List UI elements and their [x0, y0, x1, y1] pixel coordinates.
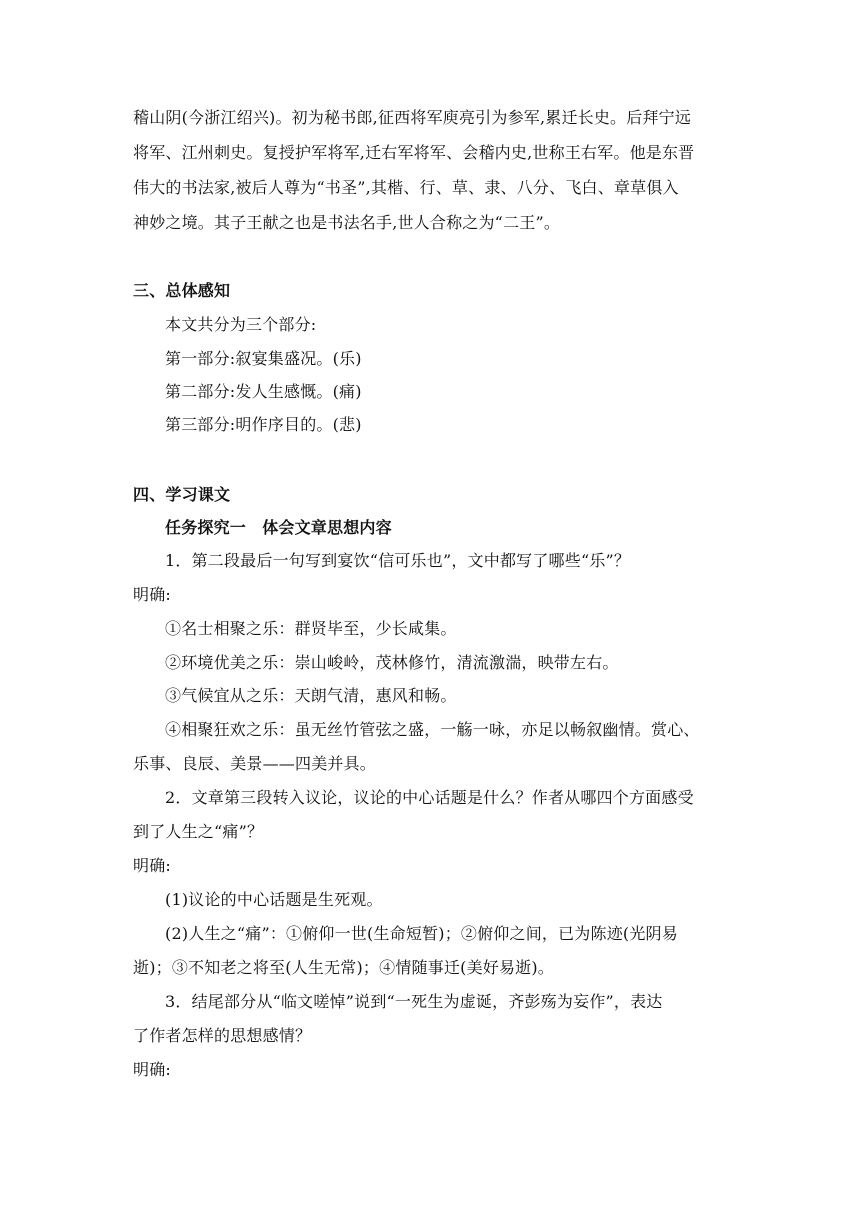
intro-line-1: 稽山阴(今浙江绍兴)。初为秘书郎,征西将军庾亮引为参军,累迁长史。后拜宁远 — [133, 108, 692, 127]
intro-line-3: 伟大的书法家,被后人尊为“书圣”,其楷、行、草、隶、八分、飞白、章草俱入 — [133, 178, 679, 197]
answer-2-item-2-cont: 逝)；③不知老之将至(人生无常)；④情随事迁(美好易逝)。 — [133, 958, 555, 977]
section-3-line-2: 第一部分:叙宴集盛况。(乐) — [165, 349, 362, 368]
answer-label-2: 明确: — [133, 856, 171, 875]
answer-1-item-4-cont: 乐事、良辰、美景——四美并具。 — [133, 754, 377, 773]
section-3-line-4: 第三部分:明作序目的。(悲) — [165, 415, 362, 434]
answer-1-item-1: ①名士相聚之乐：群贤毕至，少长咸集。 — [165, 619, 457, 638]
answer-1-item-3: ③气候宜从之乐：天朗气清，惠风和畅。 — [165, 686, 457, 705]
section-4-heading: 四、学习课文 — [133, 485, 231, 504]
intro-line-2: 将军、江州刺史。复授护军将军,迁右军将军、会稽内史,世称王右军。他是东晋 — [133, 143, 695, 162]
answer-1-item-2: ②环境优美之乐：崇山峻岭，茂林修竹，清流激湍，映带左右。 — [165, 653, 619, 672]
answer-label-3: 明确: — [133, 1060, 171, 1079]
section-3-line-1: 本文共分为三个部分: — [165, 315, 317, 334]
answer-2-item-1: (1)议论的中心话题是生死观。 — [165, 890, 383, 909]
question-1: 1．第二段最后一句写到宴饮“信可乐也”，文中都写了哪些“乐”？ — [165, 551, 631, 570]
intro-line-4: 神妙之境。其子王献之也是书法名手,世人合称之为“二王”。 — [133, 213, 561, 232]
answer-1-item-4: ④相聚狂欢之乐：虽无丝竹管弦之盛，一觞一咏，亦足以畅叙幽情。赏心、 — [165, 720, 700, 739]
answer-label-1: 明确: — [133, 585, 171, 604]
answer-2-item-2: (2)人生之“痛”：①俯仰一世(生命短暂)；②俯仰之间，已为陈迹(光阴易 — [165, 924, 678, 943]
question-2-line-2: 到了人生之“痛”？ — [133, 822, 264, 841]
question-3-line-2: 了作者怎样的思想感情？ — [133, 1026, 312, 1045]
question-2-line-1: 2．文章第三段转入议论，议论的中心话题是什么？作者从哪四个方面感受 — [165, 788, 694, 807]
section-3-line-3: 第二部分:发人生感慨。(痛) — [165, 382, 362, 401]
section-3-heading: 三、总体感知 — [133, 281, 231, 300]
task-title: 任务探究一 体会文章思想内容 — [165, 518, 392, 537]
question-3-line-1: 3．结尾部分从“临文嗟悼”说到“一死生为虚诞，齐彭殇为妄作”，表达 — [165, 992, 663, 1011]
